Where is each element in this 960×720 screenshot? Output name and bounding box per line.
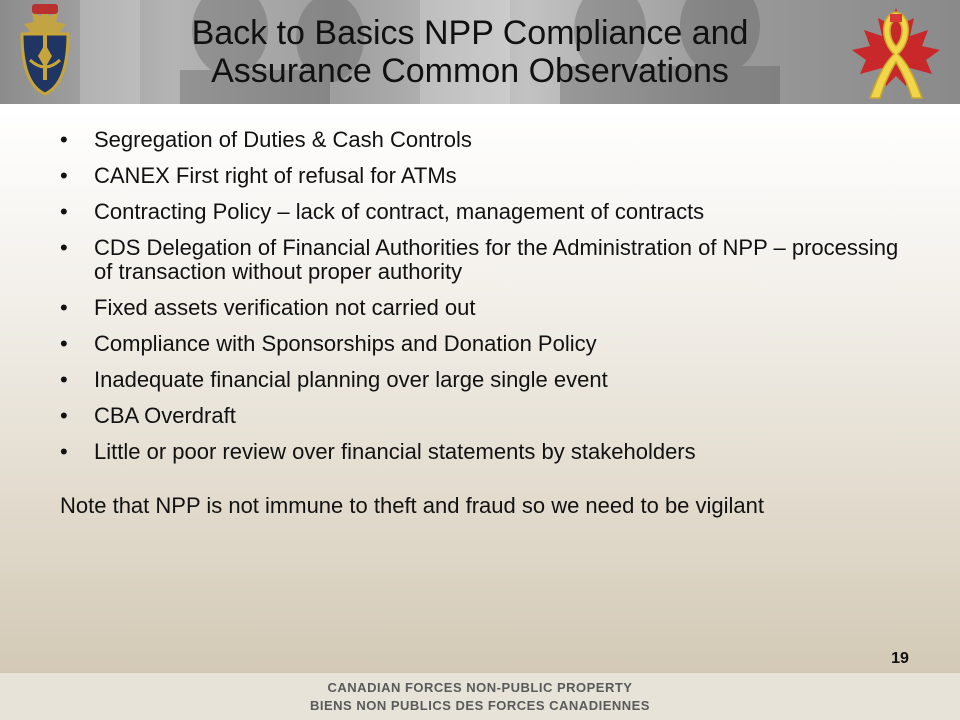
list-item-text: CBA Overdraft — [94, 403, 236, 428]
canadian-forces-crest-icon — [6, 4, 84, 100]
bullet-glyph: • — [60, 235, 68, 260]
footer-line-french: BIENS NON PUBLICS DES FORCES CANADIENNES — [310, 698, 650, 713]
list-item-text: CANEX First right of refusal for ATMs — [94, 163, 457, 188]
yellow-ribbon-maple-leaf-icon — [836, 2, 956, 102]
bullet-glyph: • — [60, 127, 68, 152]
list-item — [60, 440, 920, 464]
bullet-glyph: • — [60, 403, 68, 428]
list-item-text: Compliance with Sponsorships and Donation Policy — [94, 331, 597, 356]
bullet-glyph: • — [60, 367, 68, 392]
slide-title-line-1: Back to Basics NPP Compliance and — [191, 14, 749, 52]
list-item-text: Contracting Policy – lack of contract, management of contracts — [94, 199, 705, 224]
observation-list — [60, 128, 920, 464]
bullet-glyph: • — [60, 295, 68, 320]
list-item — [60, 404, 920, 428]
list-item-text: CDS Delegation of Financial Authorities for the Administration of NPP – processing of transaction without proper authority — [94, 235, 899, 284]
list-item — [60, 368, 920, 392]
footer-line-english: CANADIAN FORCES NON-PUBLIC PROPERTY — [327, 680, 633, 695]
slide-title-line-2: Assurance Common Observations — [211, 52, 729, 90]
list-item-text: Little or poor review over financial statements by stakeholders — [94, 439, 696, 464]
bullet-glyph: • — [60, 199, 68, 224]
header-banner — [0, 0, 960, 104]
list-item — [60, 236, 920, 284]
list-item — [60, 332, 920, 356]
bullet-glyph: • — [60, 331, 68, 356]
page-number: 19 — [891, 650, 909, 667]
footer — [0, 672, 960, 720]
list-item-text: Segregation of Duties & Cash Controls — [94, 127, 472, 152]
slide-title — [110, 14, 830, 90]
slide-body — [60, 128, 920, 540]
list-item-text: Fixed assets verification not carried out — [94, 295, 476, 320]
bullet-glyph: • — [60, 163, 68, 188]
list-item — [60, 296, 920, 320]
list-item — [60, 164, 920, 188]
list-item-text: Inadequate financial planning over large single event — [94, 367, 608, 392]
bullet-glyph: • — [60, 439, 68, 464]
list-item — [60, 200, 920, 224]
list-item — [60, 128, 920, 152]
vigilance-note: Note that NPP is not immune to theft and fraud so we need to be vigilant — [60, 493, 765, 518]
